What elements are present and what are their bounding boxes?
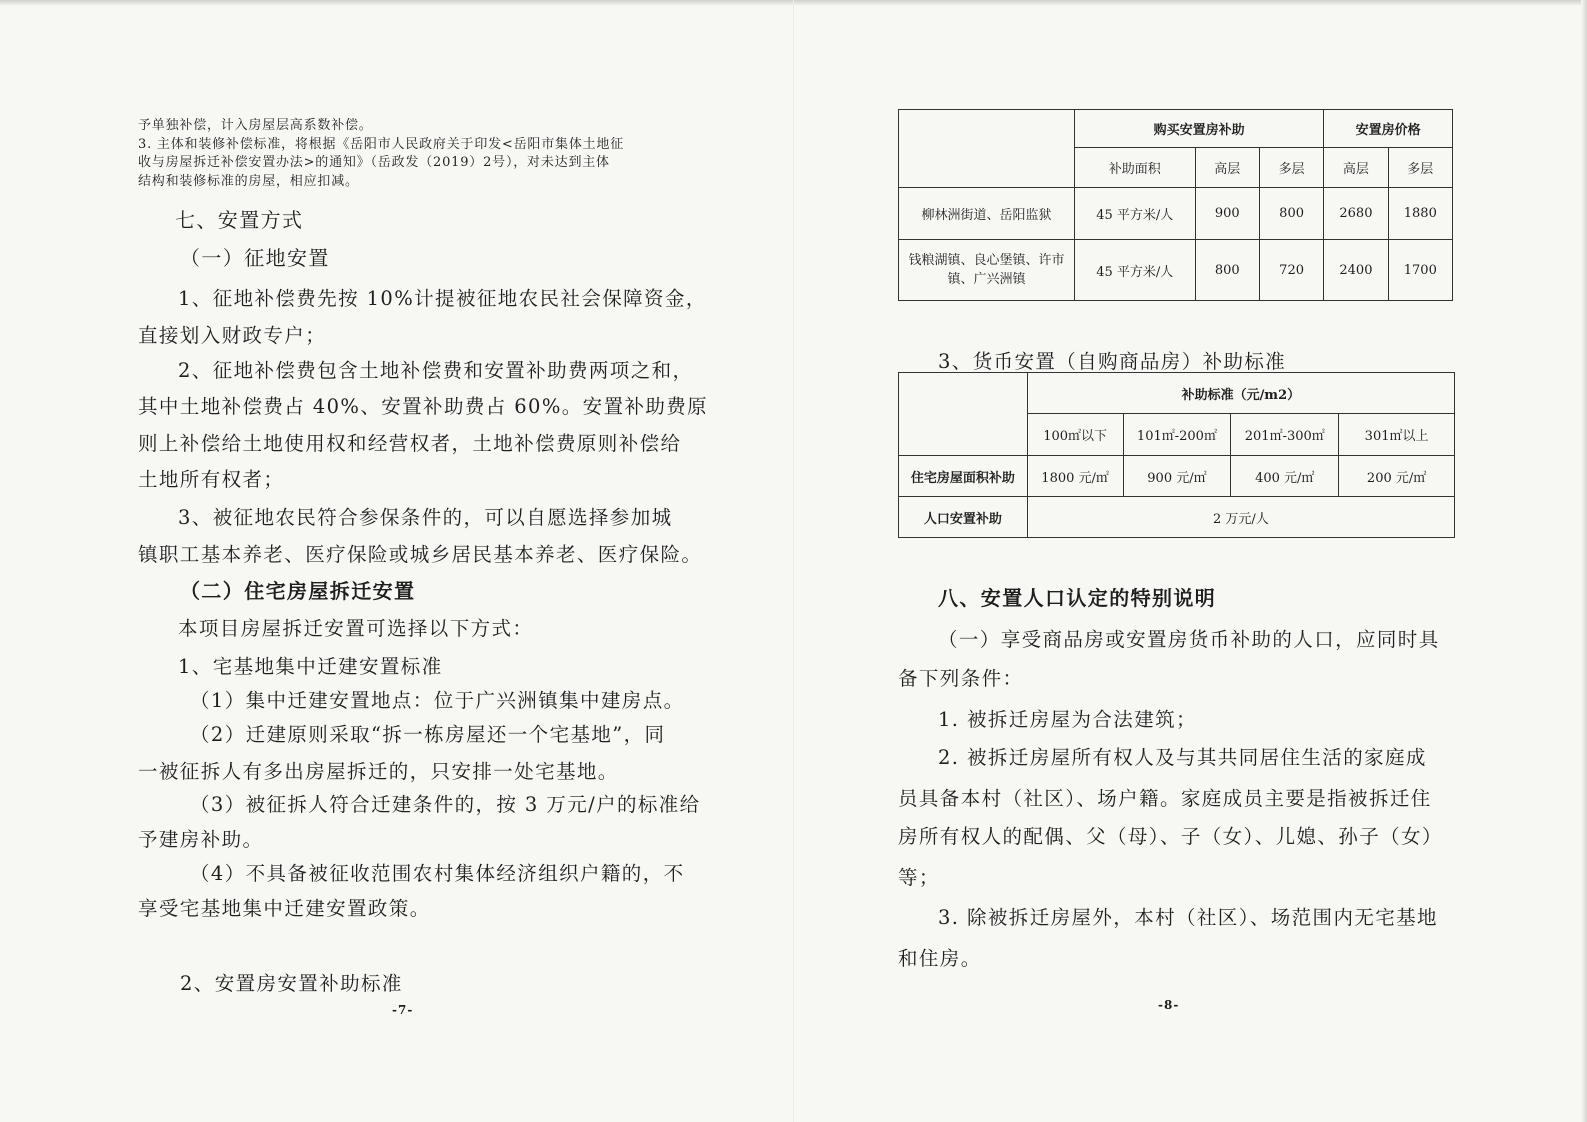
- body-line: 等；: [898, 866, 940, 889]
- table-cell: 45 平方米/人: [1074, 240, 1195, 301]
- table-cell: 1800 元/㎡: [1027, 456, 1123, 497]
- table-cell: 1700: [1388, 240, 1452, 301]
- section-8-title: 八、安置人口认定的特别说明: [938, 586, 1217, 610]
- body-line: 员具备本村（社区）、场户籍。家庭成员主要是指被拆迁住: [898, 787, 1432, 810]
- table-row: [899, 497, 1455, 538]
- body-line: 2. 被拆迁房屋所有权人及与其共同居住生活的家庭成: [938, 746, 1427, 769]
- table-cell: 900 元/㎡: [1123, 456, 1231, 497]
- page-left: [0, 0, 793, 1122]
- subsection-1-title: （一）征地安置: [180, 246, 330, 270]
- small-text-block: [138, 117, 668, 191]
- table-row-label: 住宅房屋面积补助: [899, 456, 1028, 497]
- small-line: 结构和装修标准的房屋，相应扣减。: [138, 173, 359, 189]
- table-header: 高层: [1324, 148, 1388, 188]
- body-line: （3）被征拆人符合迁建条件的，按 3 万元/户的标准给: [190, 793, 701, 816]
- table-header: 201㎡-300㎡: [1231, 414, 1339, 456]
- table-cell: 2 万元/人: [1027, 497, 1454, 538]
- table-header: 高层: [1195, 148, 1259, 188]
- body-line: 镇职工基本养老、医疗保险或城乡居民基本养老、医疗保险。: [138, 543, 703, 566]
- body-line: 予建房补助。: [138, 828, 264, 851]
- table-cell: 800: [1195, 240, 1259, 301]
- body-line: 一被征拆人有多出房屋拆迁的，只安排一处宅基地。: [138, 760, 619, 783]
- table-header: 301㎡以上: [1339, 414, 1455, 456]
- body-line: （4）不具备被征收范围农村集体经济组织户籍的，不: [190, 862, 685, 885]
- table-cell: 200 元/㎡: [1339, 456, 1455, 497]
- table-row-label: 钱粮湖镇、良心堡镇、许市镇、广兴洲镇: [899, 240, 1075, 301]
- table-header: 101㎡-200㎡: [1123, 414, 1231, 456]
- body-line: 土地所有权者；: [138, 468, 285, 491]
- monetary-subsidy-table: [898, 372, 1455, 538]
- table-header: 100㎡以下: [1027, 414, 1123, 456]
- small-line: 3. 主体和装修补偿标准，将根据《岳阳市人民政府关于印发<岳阳市集体土地征: [138, 136, 625, 152]
- table-header: 多层: [1259, 148, 1323, 188]
- body-line: 3、被征地农民符合参保条件的，可以自愿选择参加城: [178, 506, 673, 529]
- body-line: 3. 除被拆迁房屋外，本村（社区）、场范围内无宅基地: [938, 906, 1438, 929]
- body-line: 享受宅基地集中迁建安置政策。: [138, 897, 431, 920]
- body-line: 直接划入财政专户；: [138, 324, 327, 347]
- table-cell: 720: [1259, 240, 1323, 301]
- small-line: 予单独补偿，计入房屋层高系数补偿。: [138, 118, 373, 133]
- table-header: 安置房价格: [1324, 110, 1453, 148]
- table-corner-cell: [899, 373, 1028, 456]
- resettlement-subsidy-table: [898, 109, 1453, 301]
- table-cell: 1880: [1388, 188, 1452, 240]
- body-line: 2、征地补偿费包含土地补偿费和安置补助费两项之和，: [178, 359, 694, 382]
- table-cell: 2400: [1324, 240, 1388, 301]
- table-row: [899, 456, 1455, 497]
- table-row: [899, 240, 1453, 301]
- page-number: -7-: [392, 1003, 414, 1017]
- body-line: 和住房。: [898, 947, 982, 970]
- item-2-title: 2、安置房安置补助标准: [180, 972, 403, 995]
- table-cell: 900: [1195, 188, 1259, 240]
- body-line: （2）迁建原则采取“拆一栋房屋还一个宅基地”，同: [190, 723, 666, 746]
- body-line: 1、宅基地集中迁建安置标准: [178, 655, 443, 678]
- section-7-title: 七、安置方式: [175, 208, 304, 232]
- table-cell: 400 元/㎡: [1231, 456, 1339, 497]
- table-corner-cell: [899, 110, 1075, 188]
- body-line: （1）集中迁建安置地点：位于广兴洲镇集中建房点。: [190, 689, 685, 712]
- body-line: 1. 被拆迁房屋为合法建筑；: [938, 708, 1197, 731]
- item-3-title: 3、货币安置（自购商品房）补助标准: [938, 350, 1287, 373]
- body-line: 房所有权人的配偶、父（母）、子（女）、儿媳、孙子（女）: [898, 825, 1443, 848]
- table-header: 补助标准（元/m2）: [1027, 373, 1454, 414]
- page-number: -8-: [1158, 998, 1180, 1012]
- table-header: 补助面积: [1074, 148, 1195, 188]
- table-cell: 2680: [1324, 188, 1388, 240]
- table-row: [899, 188, 1453, 240]
- body-line: 其中土地补偿费占 40%、安置补助费占 60%。安置补助费原: [138, 395, 709, 418]
- subsection-2-title: （二）住宅房屋拆迁安置: [180, 579, 416, 603]
- body-line: 则上补偿给土地使用权和经营权者，土地补偿费原则补偿给: [138, 432, 682, 455]
- body-line: 本项目房屋拆迁安置可选择以下方式：: [178, 617, 534, 640]
- table-header: 购买安置房补助: [1074, 110, 1323, 148]
- table-cell: 45 平方米/人: [1074, 188, 1195, 240]
- body-line: （一）享受商品房或安置房货币补助的人口，应同时具: [938, 628, 1440, 651]
- page-right: [794, 0, 1587, 1122]
- table-row-label: 人口安置补助: [899, 497, 1028, 538]
- table-cell: 800: [1259, 188, 1323, 240]
- table-row-label: 柳林洲街道、岳阳监狱: [899, 188, 1075, 240]
- table-header: 多层: [1388, 148, 1452, 188]
- small-line: 收与房屋拆迁补偿安置办法>的通知》（岳政发（2019）2号），对未达到主体: [138, 155, 610, 170]
- body-line: 备下列条件：: [898, 667, 1024, 690]
- body-line: 1、征地补偿费先按 10%计提被征地农民社会保障资金，: [178, 287, 707, 310]
